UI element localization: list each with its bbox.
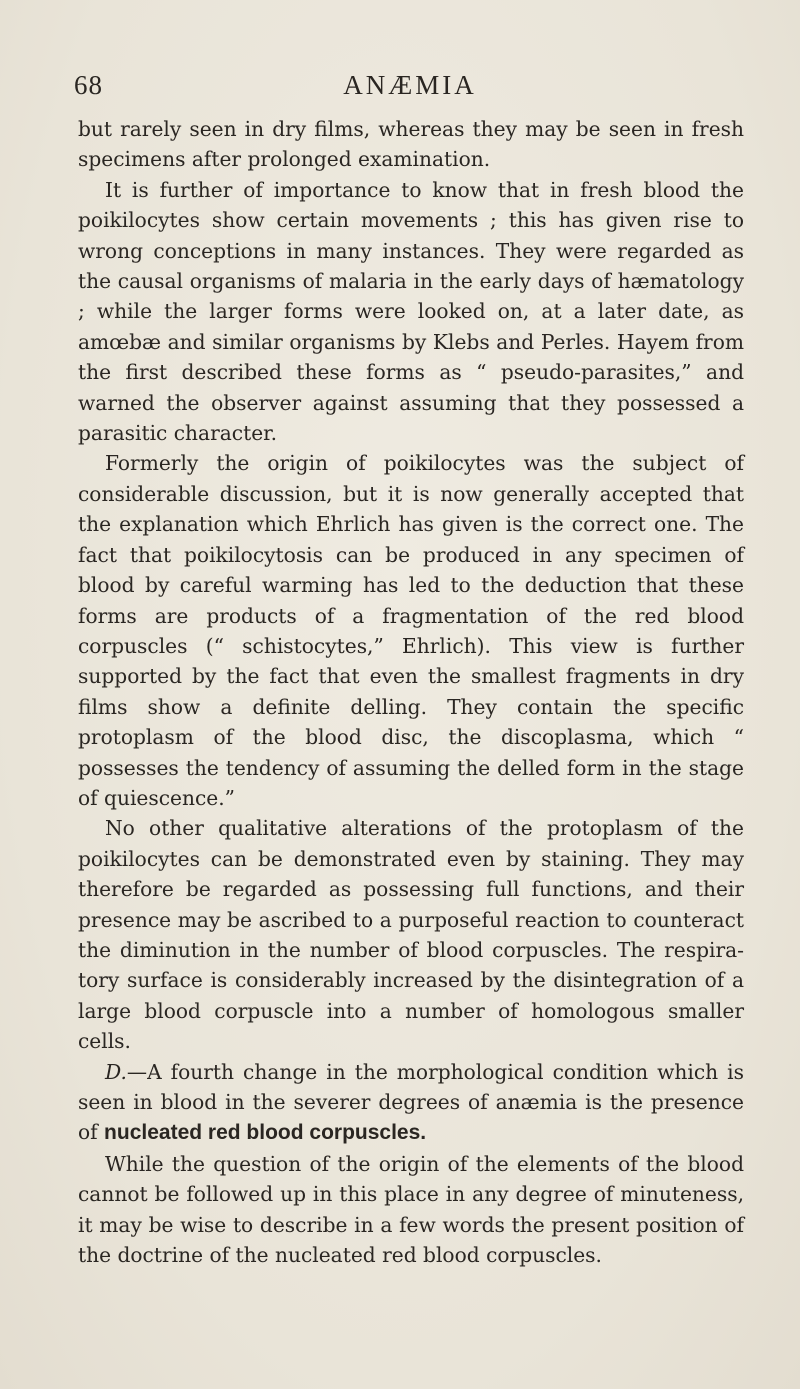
paragraph-final: While the question of the origin of the elements of the blood cannot be followed up in this place in any degree of minuteness, it may be wise to describe in a few words the present position of the doctrine of the nucleated red blood corpuscles. xyxy=(78,1151,744,1268)
page-header xyxy=(0,70,800,110)
paragraph-section-d xyxy=(78,1057,744,1149)
paragraph-continuation: but rarely seen in dry films, whereas they may be seen in fresh specimens after prolonged examination. xyxy=(78,117,744,172)
section-letter: D. xyxy=(105,1059,127,1084)
body-text xyxy=(78,114,744,1270)
running-head: ANÆMIA xyxy=(343,70,477,100)
paragraph-qualitative: No other qualitative alterations of the protoplasm of the poikilocytes can be demonstrated even by staining. They may therefore be regarded as possessing full functions, and their presence may be ascribed to a purposeful reaction to counteract the diminution in the number of blood corpuscles. The respiratory surface is considerably increased by the disintegration of a large blood corpuscle into a number of homologous smaller cells. xyxy=(78,816,744,1054)
section-d-text: —A fourth change in the morphological condition which is seen in blood in the severer degrees of anæmia is the presence of xyxy=(78,1059,744,1145)
paragraph-movements: It is further of importance to know that in fresh blood the poikilocytes show certain movements ; this has given rise to wrong conceptions in many instances. They were regarded as the causal organisms of malaria in the early days of hæmatology ; while the larger forms were looked on, at a later date, as amœbæ and similar organisms by Klebs and Perles. Hayem from the first described these forms as “ pseudo-parasites,” and warned the observer against assuming that they possessed a parasitic character. xyxy=(78,177,744,446)
section-d-heading: nucleated red blood corpuscles. xyxy=(104,1121,427,1145)
page-number: 68 xyxy=(74,70,103,100)
paragraph-origin: Formerly the origin of poikilocytes was the subject of considerable discussion, but it is now generally accepted that the explanation which Ehrlich has given is the correct one. The fact that poikilocytosis can be produced in any specimen of blood by careful warming has led to the deduction that these forms are products of a fragmentation of the red blood corpuscles (“ schistocytes,” Ehrlich). This view is further supported by the fact that even the smallest fragments in dry films show a definite delling. They contain the specific protoplasm of the blood disc, the discoplasma, which “ possesses the tendency of assuming the delled form in the stage of quiescence.” xyxy=(78,451,744,810)
